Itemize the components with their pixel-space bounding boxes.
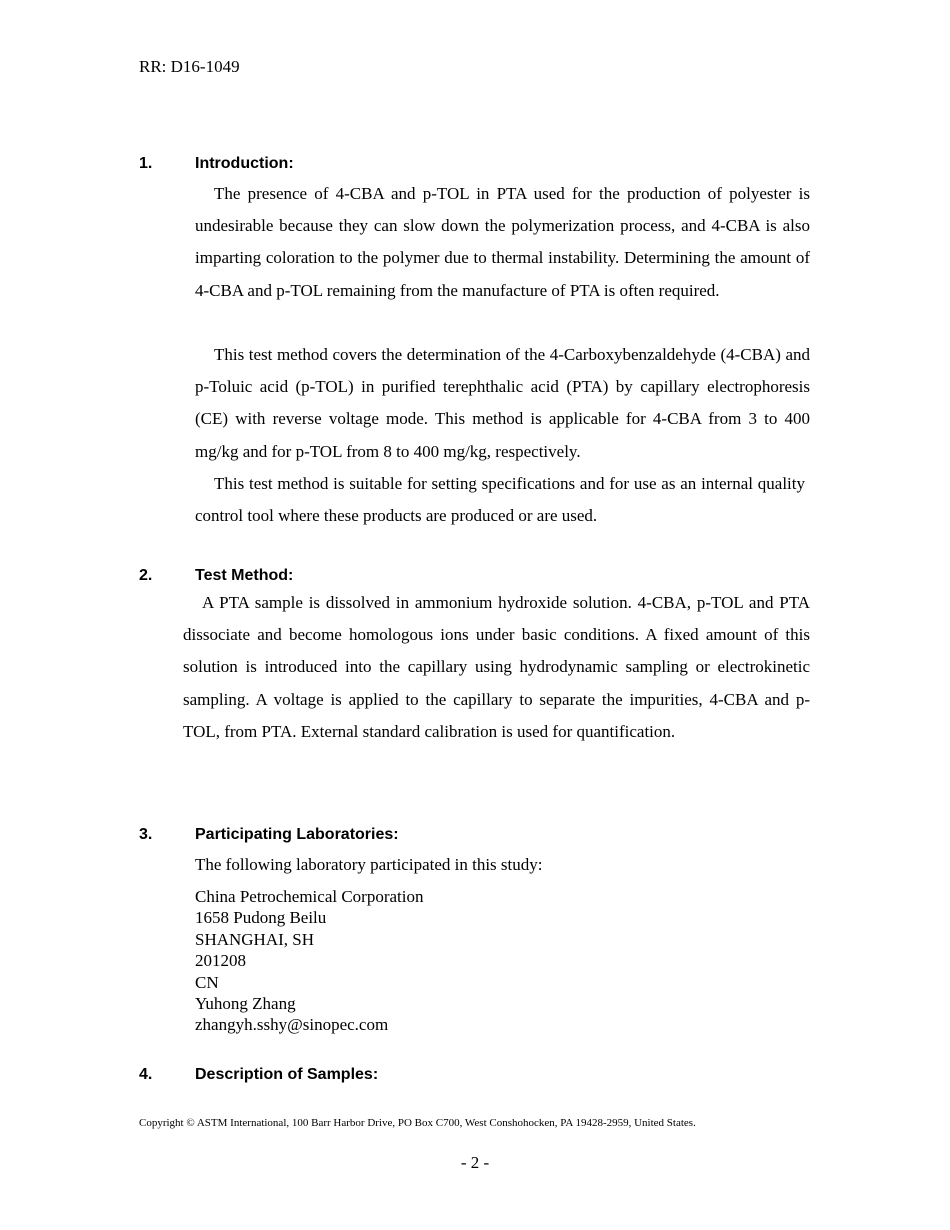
- intro-paragraph-3: This test method is suitable for setting specifications and for use as an internal quality control tool where these products are produced or are used.: [195, 474, 805, 526]
- report-id-header: RR: D16-1049: [139, 57, 240, 76]
- address-postal-code: 201208: [195, 951, 246, 971]
- section-4-number: 4.: [139, 1066, 153, 1083]
- section-2-number: 2.: [139, 567, 153, 584]
- address-street: 1658 Pudong Beilu: [195, 908, 327, 928]
- section-3-number: 3.: [139, 826, 153, 843]
- section-1-number: 1.: [139, 155, 153, 172]
- section-2-title: Test Method:: [195, 567, 294, 584]
- page-number: - 2 -: [460, 1153, 490, 1172]
- intro-paragraph-1: The presence of 4-CBA and p-TOL in PTA used for the production of polyester is undesirable because they can slow down the polymerization process, and 4-CBA is also imparting coloration to the polymer due to thermal instability. Determining the amount of 4-CBA and p-TOL remaining from the manufacture of PTA is often required.: [195, 184, 810, 300]
- section-3-title: Participating Laboratories:: [195, 826, 399, 843]
- address-organization: China Petrochemical Corporation: [195, 887, 424, 906]
- address-contact-email: zhangyh.sshy@sinopec.com: [195, 1015, 389, 1035]
- address-country: CN: [195, 972, 219, 992]
- address-city: SHANGHAI, SH: [195, 929, 315, 949]
- copyright-footer: Copyright © ASTM International, 100 Barr Harbor Drive, PO Box C700, West Conshohocken, PA 19428-2959, United States.: [139, 1117, 696, 1129]
- laboratory-address-block: [195, 886, 424, 1036]
- address-contact-name: Yuhong Zhang: [195, 994, 296, 1014]
- section-4-title: Description of Samples:: [195, 1066, 379, 1083]
- section-1-title: Introduction:: [195, 155, 294, 172]
- test-method-paragraph: A PTA sample is dissolved in ammonium hydroxide solution. 4-CBA, p-TOL and PTA dissociate and become homologous ions under basic conditions. A fixed amount of this solution is introduced into the capillary using hydrodynamic sampling or electrokinetic sampling. A voltage is applied to the capillary to separate the impurities, 4-CBA and p-TOL, from PTA. External standard calibration is used for quantification.: [183, 593, 810, 741]
- laboratories-intro: The following laboratory participated in this study:: [195, 855, 543, 874]
- intro-paragraph-2: This test method covers the determination of the 4-Carboxybenzaldehyde (4-CBA) and p-Toluic acid (p-TOL) in purified terephthalic acid (PTA) by capillary electrophoresis (CE) with reverse voltage mode. This method is applicable for 4-CBA from 3 to 400 mg/kg and for p-TOL from 8 to 400 mg/kg, respectively.: [195, 345, 810, 461]
